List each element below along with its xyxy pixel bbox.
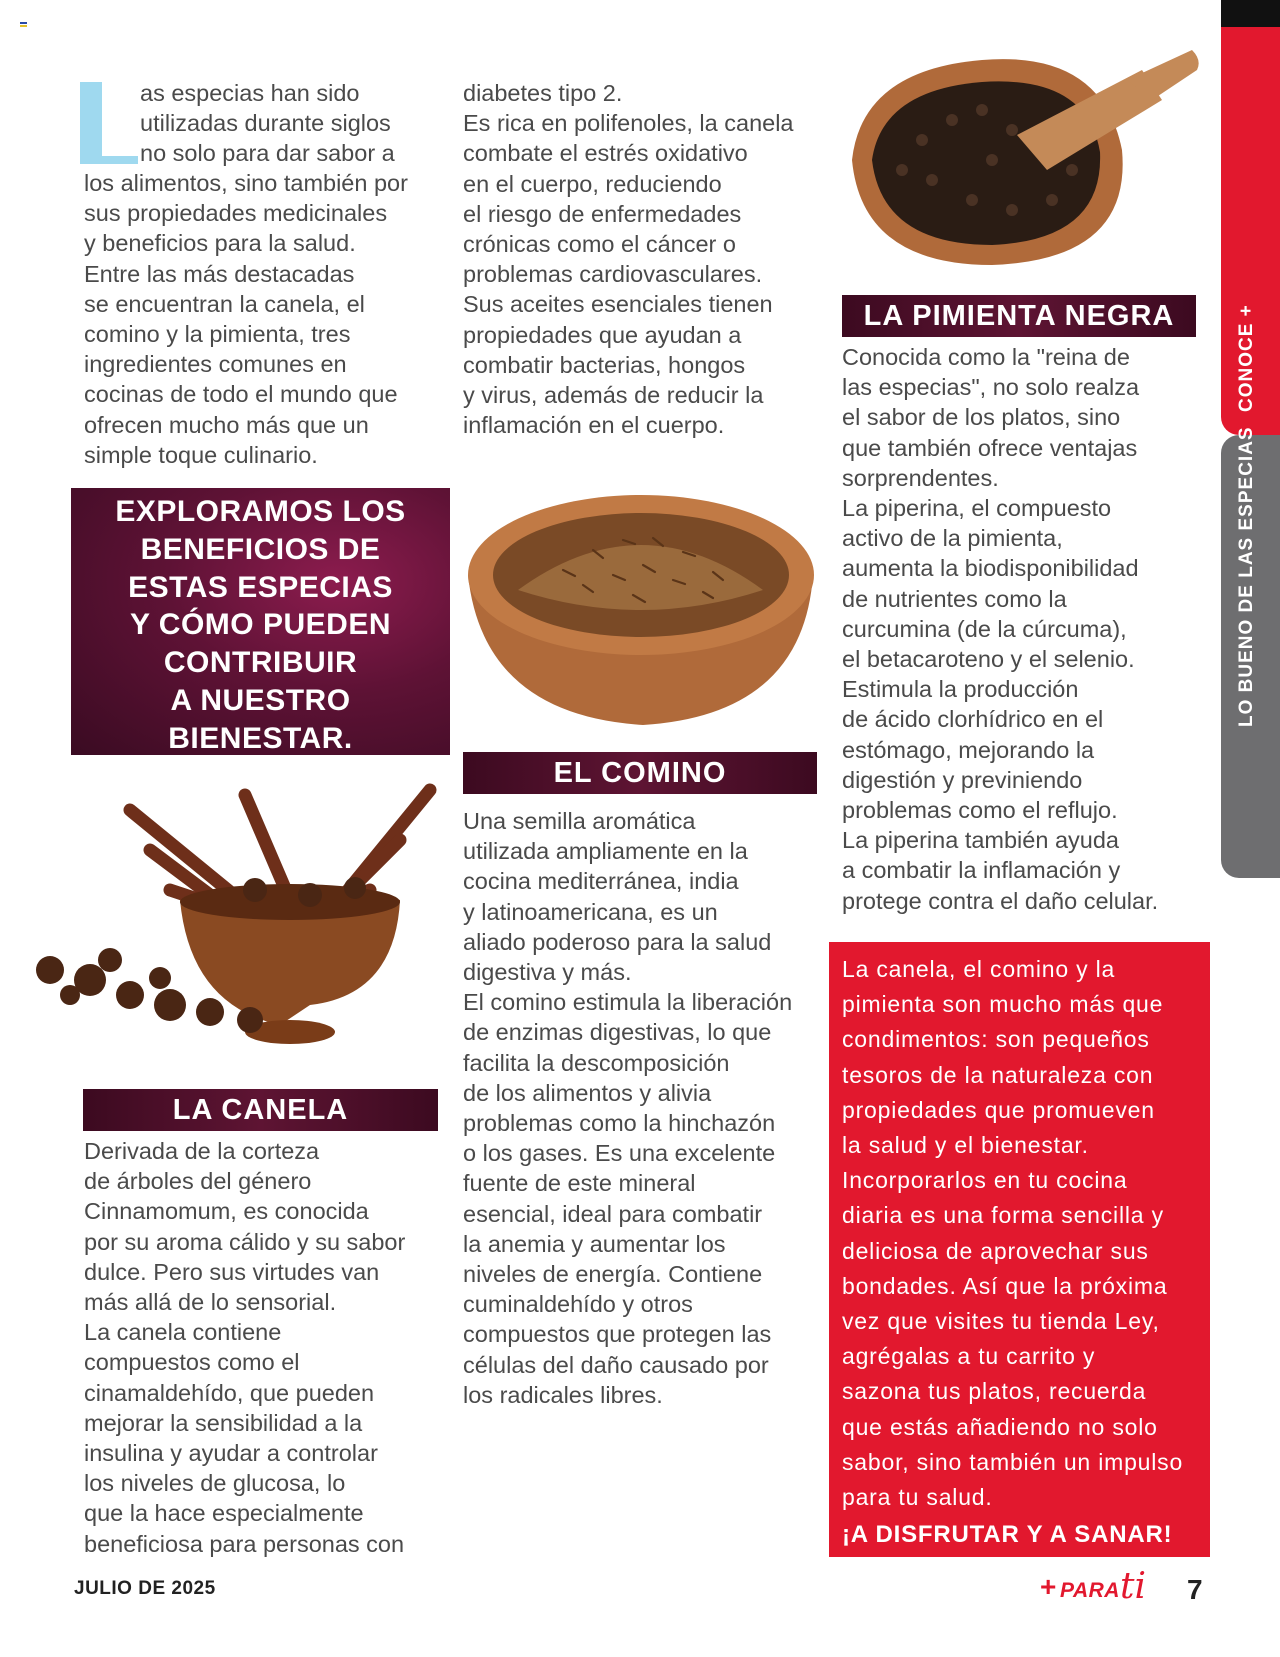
canela-paragraph: Derivada de la corteza de árboles del género Cinnamomum, es conocida por su aroma cálido y su sabor dulce. Pero sus virtudes van más allá de lo sensorial. La canela contiene compuestos como el cinamaldehído, que pueden mejorar la sensibilidad a la insulina y ayudar a controlar los niveles de glucosa, lo que la hace especialmente beneficiosa para personas con [84, 1138, 406, 1557]
cumin-bowl-image [463, 480, 818, 730]
conclusion-text: La canela, el comino y la pimienta son mucho más que condimentos: son pequeños tesoros de la naturaleza con propiedades que promueven la salud y el bienestar. Incorporarlos en tu cocina diaria es una forma sencilla y deliciosa de aprovechar sus bondades. Así que la próxima vez que visites tu tienda Ley, agrégalas a tu carrito y sazona tus platos, recuerda que estás añadiendo no solo sabor, sino también un impulso para tu salud. [842, 956, 1184, 1511]
canela-continued-paragraph: diabetes tipo 2. Es rica en polifenoles, la canela combate el estrés oxidativo en el cuerpo, reduciendo el riesgo de enfermedades crónicas como el cáncer o problemas cardiovasculares. Sus aceites esenciales tienen propiedades que ayudan a combatir bacterias, hongos y virus, además de reducir la inflamación en el cuerpo. [463, 80, 794, 439]
heading-canela: LA CANELA [83, 1089, 438, 1131]
conclusion-box [829, 942, 1210, 1557]
conclusion-closing: ¡A DISFRUTAR Y A SANAR! [842, 1521, 1173, 1549]
side-tab-section-label: CONOCE + [1236, 304, 1257, 412]
callout-box: EXPLORAMOS LOS BENEFICIOS DE ESTAS ESPECIAS Y CÓMO PUEDEN CONTRIBUIR A NUESTRO BIENESTAR. [71, 488, 450, 755]
heading-comino: EL COMINO [463, 752, 817, 794]
drop-cap-l [80, 82, 138, 162]
page-number: 7 [1187, 1574, 1203, 1605]
black-pepper-bowl-image [842, 40, 1202, 272]
comino-paragraph: Una semilla aromática utilizada ampliamente en la cocina mediterránea, india y latinoamericana, es un aliado poderoso para la salud digestiva y más. El comino estimula la liberación de enzimas digestivas, lo que facilita la descomposición de los alimentos y alivia problemas como la hinchazón o los gases. Es una excelente fuente de este mineral esencial, ideal para combatir la anemia y aumentar los niveles de energía. Contiene cuminaldehído y otros compuestos que protegen las células del daño causado por los radicales libres. [463, 808, 793, 1408]
intro-paragraph: los alimentos, sino también por sus propiedades medicinales y beneficios para la salud. Entre las más destacadas se encuentran la canela, el comino y la pimienta, tres ingredientes comunes en cocinas de todo el mundo que ofrecen mucho más que un simple toque culinario. [84, 170, 408, 468]
flag-mark [20, 22, 27, 29]
pimienta-paragraph: Conocida como la "reina de las especias", no solo realza el sabor de los platos, sino que también ofrece ventajas sorprendentes. La piperina, el compuesto activo de la pimienta, aumenta la biodisponibilidad de nutrientes como la curcumina (de la cúrcuma), el betacaroteno y el selenio. Estimula la producción de ácido clorhídrico en el estómago, mejorando la digestión y previniendo problemas como el reflujo. La piperina también ayuda a combatir la inflamación y protege contra el daño celular. [842, 344, 1159, 914]
intro-first-lines: as especias han sido utilizadas durante siglos no solo para dar sabor a [140, 80, 395, 167]
cinnamon-bowl-image [10, 780, 450, 1070]
side-tab-title: LO BUENO DE LAS ESPECIAS [1236, 426, 1257, 727]
issue-date: JULIO DE 2025 [74, 1578, 216, 1599]
heading-pimienta-negra: LA PIMIENTA NEGRA [842, 295, 1196, 337]
